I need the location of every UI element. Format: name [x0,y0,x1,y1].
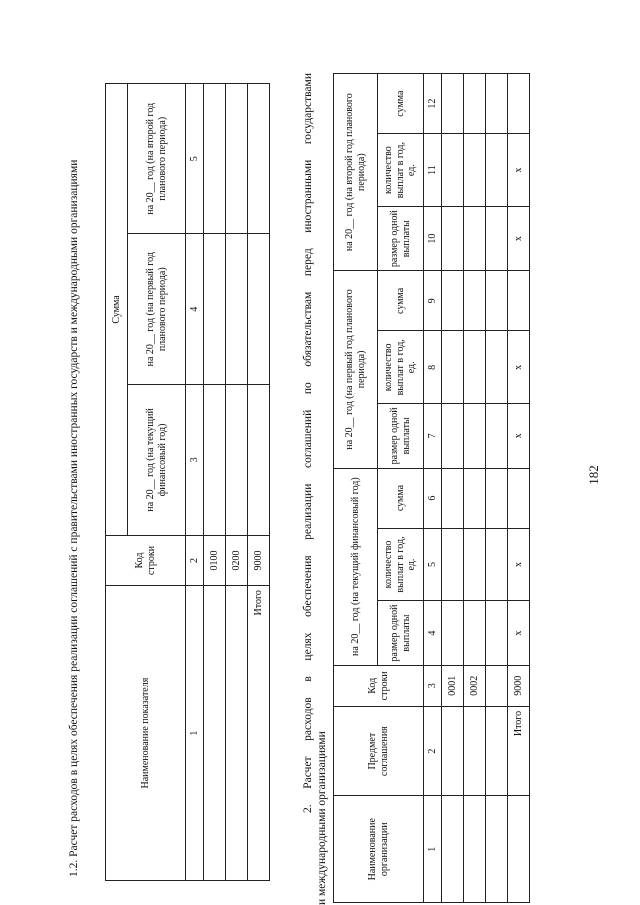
col-number: 2 [424,706,442,796]
cell [204,234,226,384]
header-code: Код строки [334,665,424,706]
header-org: Наименование организации [334,796,424,903]
header-qty: количество выплат в год, ед. [378,528,424,601]
cell [464,601,486,665]
col-number: 11 [424,134,442,207]
col-number: 2 [186,535,204,585]
table-row-total [248,84,270,881]
x-mark: x [508,404,530,468]
header-year-plan1: на 20__ год (на первый год планового периода) [128,234,186,384]
cell [486,706,508,796]
x-mark: x [508,206,530,270]
row-code: 0100 [204,535,226,585]
header-year-plan2: на 20__ год (на второй год планового периода) [128,84,186,235]
total-label: Итого [508,706,530,796]
cell [464,528,486,601]
table-row [464,74,486,903]
title-word: перед [302,248,314,277]
header-subject: Предмет соглашения [334,706,424,796]
header-size: размер одной выплаты [378,404,424,468]
cell [442,206,464,270]
total-code: 9000 [508,665,530,706]
cell [464,271,486,331]
cell [464,706,486,796]
header-size: размер одной выплаты [378,206,424,270]
header-size: размер одной выплаты [378,601,424,665]
cell [486,331,508,404]
col-number: 5 [186,84,204,235]
row-code: 0002 [464,665,486,706]
cell [464,796,486,903]
title-word: в [302,676,314,682]
cell [442,528,464,601]
cell [204,84,226,235]
title-word: расходов [302,697,314,741]
cell [248,234,270,384]
row-name [204,586,226,881]
x-mark: x [508,134,530,207]
cell [508,74,530,134]
title-word: Расчет [302,756,314,789]
header-year-current: на 20__ год (на текущий финансовый год) [128,384,186,535]
cell [508,796,530,903]
table-row [486,74,508,903]
col-number: 7 [424,404,442,468]
header-qty: количество выплат в год, ед. [378,331,424,404]
title-word: реализации [302,483,314,540]
cell [248,384,270,535]
page-number: 182 [586,465,601,485]
row-name: Итого [248,586,270,881]
cell [486,206,508,270]
header-sum: сумма [378,74,424,134]
header-code: Код строки [106,535,186,585]
cell [442,74,464,134]
cell [486,134,508,207]
row-code: 9000 [248,535,270,585]
cell [486,74,508,134]
col-number: 3 [186,384,204,535]
title-word: обязательствам [302,291,314,367]
col-number: 5 [424,528,442,601]
cell [442,601,464,665]
row-code: 0200 [226,535,248,585]
cell [464,206,486,270]
cell [442,468,464,528]
table-row-total [508,74,530,903]
header-sum: Сумма [106,84,128,536]
cell [508,468,530,528]
cell [508,271,530,331]
table-row [442,74,464,903]
cell [486,796,508,903]
col-number: 10 [424,206,442,270]
col-number: 6 [424,468,442,528]
section2-table [333,73,530,903]
row-code: 0001 [442,665,464,706]
header-year-plan1: на 20__ год (на первый год планового периода) [334,271,378,468]
cell [464,134,486,207]
cell [486,468,508,528]
cell [464,404,486,468]
row-name [226,586,248,881]
col-number: 1 [424,796,442,903]
cell [442,706,464,796]
cell [248,84,270,235]
col-number: 1 [186,586,204,881]
cell [442,796,464,903]
title-word: иностранными [302,159,314,233]
cell [486,528,508,601]
cell [442,134,464,207]
cell [442,331,464,404]
cell [486,601,508,665]
row-code [486,665,508,706]
cell [226,384,248,535]
cell [442,404,464,468]
title-word: обеспечения [302,555,314,617]
header-year-plan2: на 20__ год (на второй год планового периода) [334,74,378,271]
cell [486,271,508,331]
col-number: 12 [424,74,442,134]
cell [486,404,508,468]
cell [464,74,486,134]
cell [204,384,226,535]
header-sum: сумма [378,271,424,331]
cell [464,468,486,528]
title-word: соглашений [302,409,314,469]
cell [226,234,248,384]
header-year-current: на 20__ год (на текущий финансовый год) [334,468,378,665]
header-name: Наименование показателя [106,586,186,881]
cell [226,84,248,235]
section2-title-line2: и международными организациями [316,731,328,905]
title-word: 2. [302,804,314,813]
table-row [204,84,226,881]
title-word: целях [302,632,314,661]
col-number: 3 [424,665,442,706]
title-word: государствами [302,73,314,145]
header-sum: сумма [378,468,424,528]
col-number: 9 [424,271,442,331]
x-mark: x [508,601,530,665]
header-qty: количество выплат в год, ед. [378,134,424,207]
cell [464,331,486,404]
x-mark: x [508,528,530,601]
col-number: 8 [424,331,442,404]
col-number: 4 [424,601,442,665]
section1-table [105,83,270,881]
cell [442,271,464,331]
x-mark: x [508,331,530,404]
section2-title [302,73,314,813]
table-row [226,84,248,881]
col-number: 4 [186,234,204,384]
section1-title: 1.2. Расчет расходов в целях обеспечения реализации соглашений с правительствами иностранных государств и международными организациями [68,159,80,877]
title-word: по [302,382,314,395]
